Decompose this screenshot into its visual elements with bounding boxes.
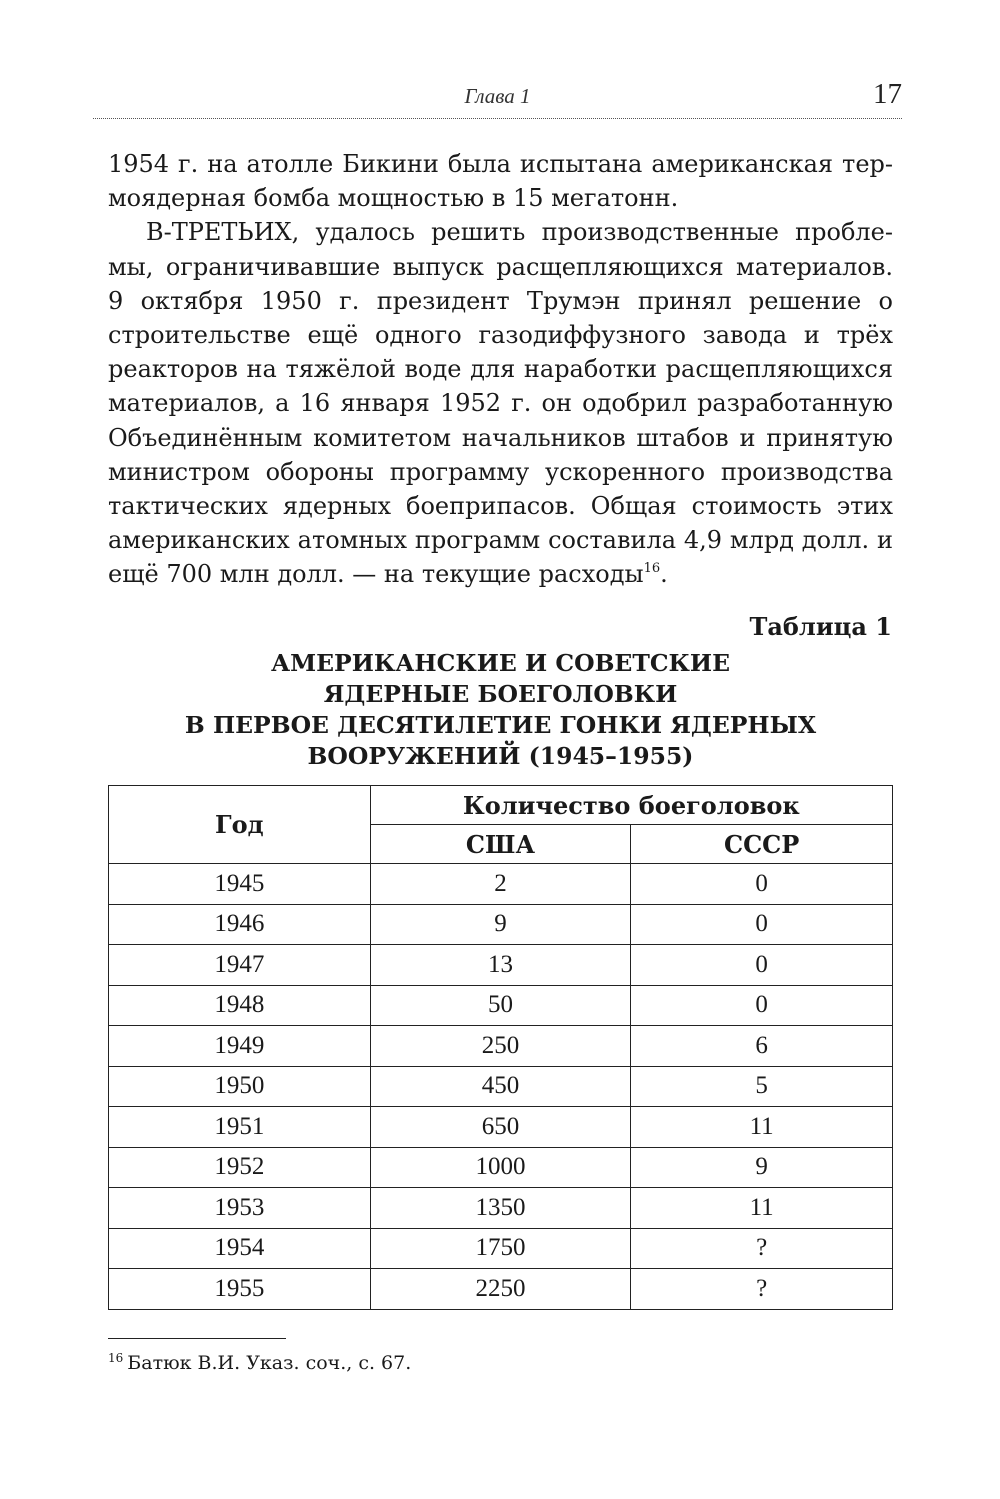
cell-year: 1953 bbox=[109, 1188, 371, 1229]
cell-usa: 2 bbox=[370, 864, 631, 905]
table-row bbox=[109, 1147, 893, 1188]
paragraph-2-text: В-ТРЕТЬИХ, удалось решить производственные проблемы, ограничивавшие выпуск расщепляющихся материалов. 9 октября 1950 г. президент Трумэн принял решение о строительстве ещё одного газодиффузного завода и трёх реакторов на тяжёлой воде для наработки расщепляющихся материалов, а 16 января 1952 г. он одобрил разработанную Объединённым комитетом начальников штабов и принятую министром обороны программу ускоренного производства тактических ядерных боеприпасов. Общая стоимость этих американских атомных программ составила 4,9 млрд долл. и ещё 700 млн долл. — на текущие расходы bbox=[108, 218, 893, 589]
table-row bbox=[109, 904, 893, 945]
cell-usa: 9 bbox=[370, 904, 631, 945]
footnote bbox=[108, 1352, 411, 1374]
header-year: Год bbox=[109, 786, 371, 864]
cell-ussr: 11 bbox=[631, 1107, 893, 1148]
cell-year: 1946 bbox=[109, 904, 371, 945]
cell-year: 1948 bbox=[109, 985, 371, 1026]
header-divider bbox=[93, 118, 902, 119]
cell-ussr: 0 bbox=[631, 985, 893, 1026]
chapter-title: Глава 1 bbox=[464, 84, 531, 108]
cell-ussr: 0 bbox=[631, 864, 893, 905]
page-number: 17 bbox=[873, 78, 902, 110]
table-row bbox=[109, 1228, 893, 1269]
cell-ussr: 9 bbox=[631, 1147, 893, 1188]
cell-ussr: 0 bbox=[631, 904, 893, 945]
footnote-reference[interactable]: 16 bbox=[643, 561, 661, 577]
table-label: Таблица 1 bbox=[749, 612, 892, 641]
cell-year: 1949 bbox=[109, 1026, 371, 1067]
cell-usa: 1000 bbox=[370, 1147, 631, 1188]
table-title bbox=[108, 648, 893, 772]
paragraph-2 bbox=[108, 215, 893, 591]
warheads-table bbox=[108, 785, 893, 1310]
table-row bbox=[109, 1269, 893, 1310]
cell-year: 1955 bbox=[109, 1269, 371, 1310]
cell-usa: 450 bbox=[370, 1066, 631, 1107]
cell-ussr: 11 bbox=[631, 1188, 893, 1229]
paragraph-1 bbox=[108, 147, 893, 215]
footnote-text: Батюк В.И. Указ. соч., с. 67. bbox=[127, 1352, 412, 1374]
body-text bbox=[108, 147, 893, 592]
footnote-number: 16 bbox=[108, 1351, 124, 1365]
cell-ussr: ? bbox=[631, 1228, 893, 1269]
cell-ussr: 0 bbox=[631, 945, 893, 986]
cell-usa: 2250 bbox=[370, 1269, 631, 1310]
paragraph-1-text: 1954 г. на атолле Бикини была испытана американская термоядерная бомба мощностью в 15 мегатонн. bbox=[108, 150, 893, 213]
table-title-line: ЯДЕРНЫЕ БОЕГОЛОВКИ bbox=[323, 680, 678, 708]
header-warhead-count: Количество боеголовок bbox=[370, 786, 892, 825]
cell-usa: 50 bbox=[370, 985, 631, 1026]
table-row bbox=[109, 945, 893, 986]
paragraph-2-end: . bbox=[660, 560, 668, 589]
cell-ussr: 5 bbox=[631, 1066, 893, 1107]
cell-year: 1954 bbox=[109, 1228, 371, 1269]
table-row bbox=[109, 985, 893, 1026]
header-ussr: СССР bbox=[631, 825, 893, 864]
header-usa: США bbox=[370, 825, 631, 864]
cell-usa: 1350 bbox=[370, 1188, 631, 1229]
table-row bbox=[109, 1066, 893, 1107]
table-title-line: В ПЕРВОЕ ДЕСЯТИЛЕТИЕ ГОНКИ ЯДЕРНЫХ bbox=[184, 711, 817, 739]
table-title-line: АМЕРИКАНСКИЕ И СОВЕТСКИЕ bbox=[270, 649, 731, 677]
table-body bbox=[109, 864, 893, 1310]
cell-ussr: 6 bbox=[631, 1026, 893, 1067]
table-header-row bbox=[109, 786, 893, 825]
running-header bbox=[93, 78, 902, 120]
cell-year: 1947 bbox=[109, 945, 371, 986]
cell-usa: 13 bbox=[370, 945, 631, 986]
cell-year: 1952 bbox=[109, 1147, 371, 1188]
cell-year: 1950 bbox=[109, 1066, 371, 1107]
cell-usa: 650 bbox=[370, 1107, 631, 1148]
table-row bbox=[109, 1107, 893, 1148]
footnote-divider bbox=[108, 1338, 286, 1339]
cell-year: 1951 bbox=[109, 1107, 371, 1148]
table-title-line: ВООРУЖЕНИЙ (1945–1955) bbox=[307, 742, 694, 770]
cell-usa: 1750 bbox=[370, 1228, 631, 1269]
cell-usa: 250 bbox=[370, 1026, 631, 1067]
table-row bbox=[109, 1026, 893, 1067]
cell-year: 1945 bbox=[109, 864, 371, 905]
cell-ussr: ? bbox=[631, 1269, 893, 1310]
table-row bbox=[109, 864, 893, 905]
table-row bbox=[109, 1188, 893, 1229]
